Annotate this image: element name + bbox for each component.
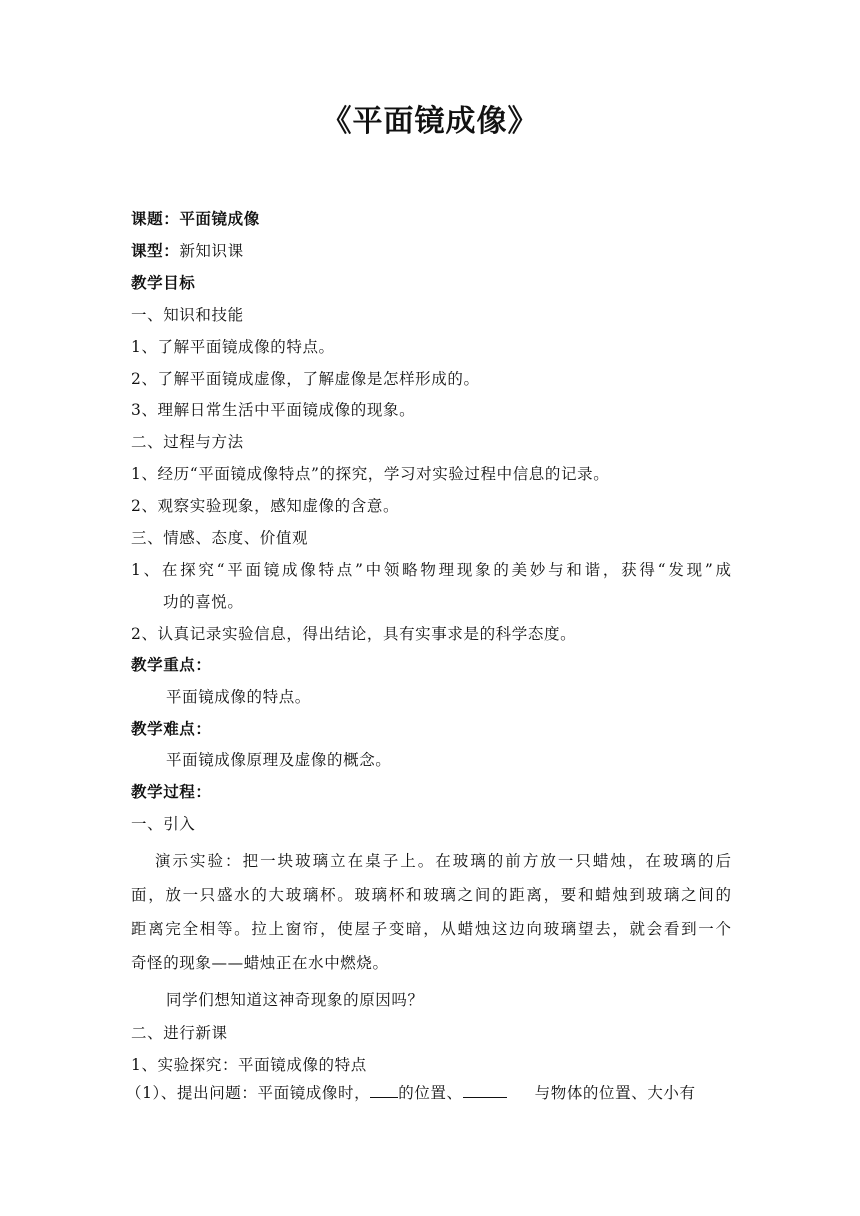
list-item-continuation: 功的喜悦。	[163, 593, 244, 611]
section-3-heading: 三、情感、态度、价值观	[131, 529, 309, 547]
topic-value: 平面镜成像	[179, 209, 260, 228]
process-heading: 教学过程：	[131, 782, 212, 801]
paragraph-line: 距离完全相等。拉上窗帘，使屋子变暗，从蜡烛这边向玻璃望去，就会看到一个	[131, 920, 731, 938]
key-points-heading: 教学重点：	[131, 655, 212, 674]
section-2-heading: 二、过程与方法	[131, 433, 244, 451]
question-1-part-1: （1）、提出问题：平面镜成像时，	[126, 1084, 371, 1102]
type-value: 新知识课	[179, 242, 244, 260]
list-item: 2、了解平面镜成虚像，了解虚像是怎样形成的。	[131, 370, 480, 388]
new-lesson-heading: 二、进行新课	[131, 1024, 228, 1042]
topic-label: 课题：	[131, 209, 180, 228]
experiment-heading: 1、实验探究：平面镜成像的特点	[131, 1056, 367, 1074]
paragraph-line: 奇怪的现象——蜡烛正在水中燃烧。	[131, 954, 389, 972]
question-text: 同学们想知道这神奇现象的原因吗？	[166, 991, 424, 1009]
question-1-line	[126, 1082, 696, 1104]
list-item: 1、在探究“平面镜成像特点”中领略物理现象的美妙与和谐，获得“发现”成	[131, 561, 731, 579]
fill-blank[interactable]	[370, 1083, 398, 1098]
paragraph-line: 面，放一只盛水的大玻璃杯。玻璃杯和玻璃之间的距离，要和蜡烛到玻璃之间的	[131, 886, 731, 904]
key-points-text: 平面镜成像的特点。	[166, 688, 311, 706]
topic-line	[131, 208, 260, 230]
intro-heading: 一、引入	[131, 815, 196, 833]
list-item: 2、观察实验现象，感知虚像的含意。	[131, 497, 400, 515]
paragraph-line: 演示实验：把一块玻璃立在桌子上。在玻璃的前方放一只蜡烛，在玻璃的后	[155, 852, 731, 870]
list-item: 1、经历“平面镜成像特点”的探究，学习对实验过程中信息的记录。	[131, 465, 610, 483]
question-1-part-2: 的位置、	[398, 1084, 463, 1102]
list-item: 1、了解平面镜成像的特点。	[131, 338, 335, 356]
list-item: 3、理解日常生活中平面镜成像的现象。	[131, 401, 416, 419]
difficulties-text: 平面镜成像原理及虚像的概念。	[166, 751, 392, 769]
fill-blank[interactable]	[463, 1083, 507, 1098]
document-title: 《平面镜成像》	[321, 104, 539, 139]
type-line	[131, 240, 244, 262]
difficulties-heading: 教学难点：	[131, 719, 212, 738]
question-1-part-3: 与物体的位置、大小有	[534, 1084, 696, 1102]
section-1-heading: 一、知识和技能	[131, 306, 244, 324]
goals-heading: 教学目标	[131, 273, 196, 292]
type-label: 课型：	[131, 241, 180, 260]
list-item: 2、认真记录实验信息，得出结论，具有实事求是的科学态度。	[131, 625, 577, 643]
